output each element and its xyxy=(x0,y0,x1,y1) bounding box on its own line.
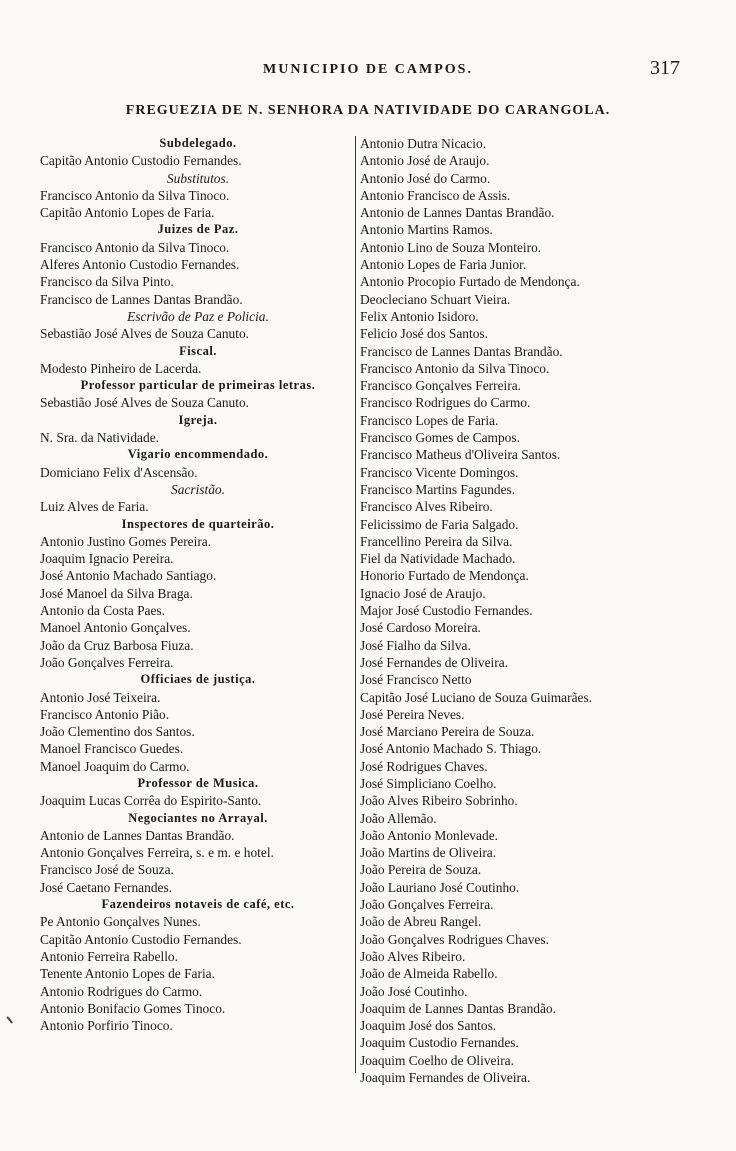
list-entry: José Francisco Netto xyxy=(360,672,472,688)
section-heading: Officiaes de justiça. xyxy=(140,672,256,687)
list-entry: Joaquim Coelho de Oliveira. xyxy=(360,1052,514,1068)
list-entry: João Alves Ribeiro. xyxy=(360,948,466,964)
list-entry: Ignacio José de Araujo. xyxy=(360,585,486,601)
column-divider xyxy=(355,136,356,1073)
list-entry: Alferes Antonio Custodio Fernandes. xyxy=(40,257,240,273)
list-entry: Major José Custodio Fernandes. xyxy=(360,603,533,619)
list-entry: João Gonçalves Rodrigues Chaves. xyxy=(360,931,549,947)
list-entry: Francisco de Lannes Dantas Brandão. xyxy=(40,291,243,307)
list-entry: José Caetano Fernandes. xyxy=(40,879,173,895)
list-entry: Felix Antonio Isidoro. xyxy=(360,308,479,324)
list-entry: João José Coutinho. xyxy=(360,983,468,999)
list-entry: Francisco Gomes de Campos. xyxy=(360,430,520,446)
list-entry: Sebastião José Alves de Souza Canuto. xyxy=(40,326,250,342)
list-entry: José Pereira Neves. xyxy=(360,706,465,722)
list-entry: Domiciano Felix d'Ascensão. xyxy=(40,464,198,480)
list-entry: Antonio Lopes de Faria Junior. xyxy=(360,257,527,273)
list-entry: Antonio Bonifacio Gomes Tinoco. xyxy=(40,1000,226,1016)
list-entry: João Pereira de Souza. xyxy=(360,862,482,878)
list-entry: Manoel Francisco Guedes. xyxy=(40,741,184,757)
list-entry: Antonio Dutra Nicacio. xyxy=(360,136,487,151)
list-entry: Francisco Martins Fagundes. xyxy=(360,481,516,497)
list-entry: Antonio José do Carmo. xyxy=(360,170,491,186)
list-entry: Fiel da Natividade Machado. xyxy=(360,551,516,567)
list-entry: Honorio Furtado de Mendonça. xyxy=(360,568,529,584)
list-entry: Joaquim Ignacio Pereira. xyxy=(40,551,174,567)
section-heading: Professor de Musica. xyxy=(137,775,259,790)
list-entry: Francisco Antonio da Silva Tinoco. xyxy=(40,239,230,255)
section-subheading: Substitutos. xyxy=(166,170,230,186)
list-entry: José Fialho da Silva. xyxy=(360,637,471,653)
list-entry: Joaquim Lucas Corrêa do Espirito-Santo. xyxy=(40,793,262,809)
list-entry: Antonio Porfirio Tinoco. xyxy=(40,1018,173,1034)
list-entry: Capitão Antonio Custodio Fernandes. xyxy=(40,153,242,169)
list-entry: João Lauriano José Coutinho. xyxy=(360,879,520,895)
list-entry: João Alves Ribeiro Sobrinho. xyxy=(360,793,518,809)
list-entry: João de Almeida Rabello. xyxy=(360,966,498,982)
list-entry: Francisco Matheus d'Oliveira Santos. xyxy=(360,447,561,463)
list-entry: N. Sra. da Natividade. xyxy=(40,430,159,446)
list-entry: Francisco Lopes de Faria. xyxy=(360,412,499,428)
list-entry: Francisco Alves Ribeiro. xyxy=(360,499,493,515)
list-entry: João de Abreu Rangel. xyxy=(360,914,482,930)
list-entry: Antonio Lino de Souza Monteiro. xyxy=(360,239,542,255)
list-entry: Antonio Rodrigues do Carmo. xyxy=(40,983,203,999)
list-entry: Joaquim de Lannes Dantas Brandão. xyxy=(360,1000,556,1016)
section-heading: Negociantes no Arrayal. xyxy=(128,810,268,825)
section-heading: Fiscal. xyxy=(179,343,217,358)
list-entry: Pe Antonio Gonçalves Nunes. xyxy=(40,914,201,930)
list-entry: José Cardoso Moreira. xyxy=(360,620,481,636)
section-heading: Vigario encommendado. xyxy=(127,447,269,462)
list-entry: Capitão Antonio Lopes de Faria. xyxy=(40,205,215,221)
list-entry: José Antonio Machado S. Thiago. xyxy=(360,741,542,757)
list-entry: Antonio Ferreira Rabello. xyxy=(40,948,178,964)
list-entry: José Marciano Pereira de Souza. xyxy=(360,724,535,740)
list-entry: Felicissimo de Faria Salgado. xyxy=(360,516,519,532)
list-entry: Antonio Gonçalves Ferreira, s. e m. e hotel. xyxy=(40,845,274,861)
section-heading: Juizes de Paz. xyxy=(157,222,239,237)
list-entry: Francisco Antonio da Silva Tinoco. xyxy=(40,187,230,203)
list-entry: Manoel Antonio Gonçalves. xyxy=(40,620,191,636)
list-entry: Francisco Antonio da Silva Tinoco. xyxy=(360,360,550,376)
section-subheading: Escrivão de Paz e Policia. xyxy=(127,308,269,324)
list-entry: Antonio de Lannes Dantas Brandão. xyxy=(360,205,555,221)
list-entry: Francisco Gonçalves Ferreira. xyxy=(360,378,521,394)
list-entry: João Gonçalves Ferreira. xyxy=(40,654,174,670)
list-entry: Joaquim Fernandes de Oliveira. xyxy=(360,1070,531,1086)
list-entry: Joaquim Custodio Fernandes. xyxy=(360,1035,519,1051)
list-entry: Antonio da Costa Paes. xyxy=(40,603,165,619)
list-entry: João Gonçalves Ferreira. xyxy=(360,897,494,913)
list-entry: Capitão José Luciano de Souza Guimarães. xyxy=(360,689,593,705)
list-entry: João da Cruz Barbosa Fiuza. xyxy=(40,637,194,653)
list-entry: Luiz Alves de Faria. xyxy=(40,499,149,515)
ink-mark xyxy=(6,1012,17,1023)
list-entry: José Antonio Machado Santiago. xyxy=(40,568,217,584)
list-entry: Deocleciano Schuart Vieira. xyxy=(360,291,511,307)
list-entry: João Allemão. xyxy=(360,810,437,826)
list-entry: Tenente Antonio Lopes de Faria. xyxy=(40,966,215,982)
list-entry: Antonio José Teixeira. xyxy=(40,689,161,705)
section-heading: Igreja. xyxy=(178,412,218,427)
list-entry: Antonio Francisco de Assis. xyxy=(360,187,511,203)
list-entry: José Manoel da Silva Braga. xyxy=(40,585,193,601)
page-number: 317 xyxy=(650,57,680,79)
list-entry: Antonio Procopio Furtado de Mendonça. xyxy=(360,274,580,290)
page-header xyxy=(0,57,736,86)
list-entry: Francisco da Silva Pinto. xyxy=(40,274,174,290)
right-column xyxy=(360,135,700,1086)
section-subheading: Sacristão. xyxy=(171,481,225,497)
list-entry: Francisco José de Souza. xyxy=(40,862,174,878)
section-heading: Professor particular de primeiras letras. xyxy=(80,378,316,393)
list-entry: Antonio José de Araujo. xyxy=(360,153,490,169)
list-entry: Modesto Pinheiro de Lacerda. xyxy=(40,360,202,376)
left-column xyxy=(40,135,356,1034)
parish-title: FREGUEZIA DE N. SENHORA DA NATIVIDADE DO CARANGOLA. xyxy=(125,103,611,118)
list-entry: João Martins de Oliveira. xyxy=(360,845,497,861)
section-heading: Subdelegado. xyxy=(159,136,237,150)
list-entry: João Clementino dos Santos. xyxy=(40,724,195,740)
list-entry: João Antonio Monlevade. xyxy=(360,827,498,843)
running-title: MUNICIPIO DE CAMPOS. xyxy=(263,62,473,77)
list-entry: Francisco Antonio Pião. xyxy=(40,706,170,722)
section-heading: Inspectores de quarteirão. xyxy=(121,516,275,531)
list-entry: Capitão Antonio Custodio Fernandes. xyxy=(40,931,242,947)
list-entry: José Simpliciano Coelho. xyxy=(360,775,497,791)
list-entry: José Fernandes de Oliveira. xyxy=(360,654,508,670)
list-entry: Joaquim José dos Santos. xyxy=(360,1018,497,1034)
list-entry: Francisco Rodrigues do Carmo. xyxy=(360,395,531,411)
list-entry: Antonio Martins Ramos. xyxy=(360,222,493,238)
list-entry: Francisco de Lannes Dantas Brandão. xyxy=(360,343,563,359)
section-heading: Fazendeiros notaveis de café, etc. xyxy=(101,897,295,912)
list-entry: Antonio Justino Gomes Pereira. xyxy=(40,533,212,549)
list-entry: Sebastião José Alves de Souza Canuto. xyxy=(40,395,250,411)
list-entry: Francellino Pereira da Silva. xyxy=(360,533,513,549)
list-entry: Antonio de Lannes Dantas Brandão. xyxy=(40,827,235,843)
list-entry: José Rodrigues Chaves. xyxy=(360,758,488,774)
list-entry: Felicio José dos Santos. xyxy=(360,326,488,342)
list-entry: Manoel Joaquim do Carmo. xyxy=(40,758,190,774)
list-entry: Francisco Vicente Domingos. xyxy=(360,464,519,480)
